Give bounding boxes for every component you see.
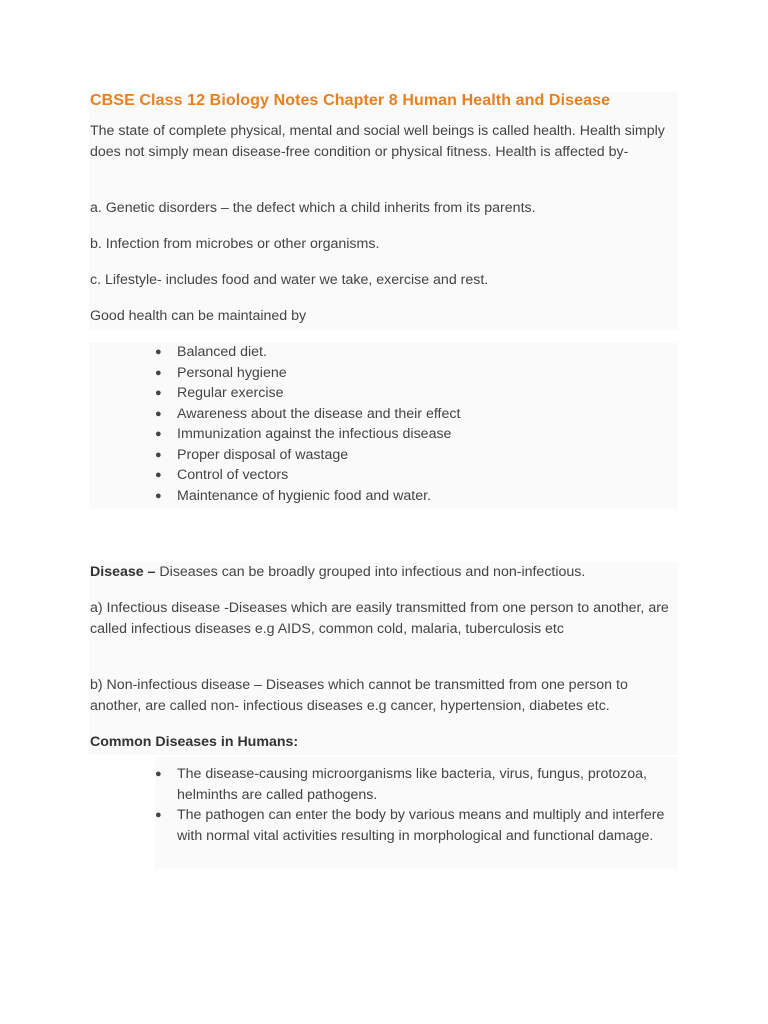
bullet-icon: ●	[155, 489, 162, 502]
list-item: ● The pathogen can enter the body by various means and multiply and interfere with normal vital activities resulting in morphological and functional damage.	[155, 807, 665, 844]
maintained-by-text: Good health can be maintained by	[90, 308, 307, 324]
bullet-icon: ●	[155, 768, 162, 780]
non-infectious-disease-text: b) Non-infectious disease – Diseases which cannot be transmitted from one person to another, are called non- infectious diseases e.g cancer, hypertension, diabetes etc.	[90, 677, 628, 714]
list-item: ● Awareness about the disease and their effect	[155, 404, 680, 425]
list-item: ● Regular exercise	[155, 383, 680, 404]
bullet-icon: ●	[155, 809, 162, 821]
disease-block-bg	[89, 562, 678, 755]
infectious-disease-text: a) Infectious disease -Diseases which are easily transmitted from one person to another, are called infectious diseases e.g AIDS, common cold, malaria, tuberculosis etc	[90, 600, 669, 637]
health-definition: The state of complete physical, mental and social well beings is called health. Health simply does not simply mean disease-free condition or physical fitness. Health is affected by-	[90, 123, 665, 160]
bullet-icon: ●	[155, 448, 162, 461]
list-item: ● Control of vectors	[155, 465, 680, 486]
list-item: ● Proper disposal of wastage	[155, 445, 680, 466]
common-diseases-heading: Common Diseases in Humans:	[90, 734, 299, 750]
factor-infection: b. Infection from microbes or other organisms.	[90, 236, 380, 252]
bullet-icon: ●	[155, 366, 162, 379]
list-item: ● Immunization against the infectious disease	[155, 424, 680, 445]
document-title: CBSE Class 12 Biology Notes Chapter 8 Human Health and Disease	[90, 92, 611, 109]
factor-lifestyle: c. Lifestyle- includes food and water we take, exercise and rest.	[90, 272, 489, 288]
bullet-icon: ●	[155, 346, 162, 358]
list-item: ● The disease-causing microorganisms like bacteria, virus, fungus, protozoa, helminths are called pathogens.	[155, 766, 647, 803]
disease-intro	[90, 562, 670, 583]
disease-label: Disease –	[90, 564, 156, 580]
bullet-icon: ●	[155, 469, 162, 481]
bullet-icon: ●	[155, 428, 162, 440]
disease-text: Diseases can be broadly grouped into infectious and non-infectious.	[155, 564, 586, 580]
maintenance-list	[155, 342, 680, 506]
bullet-icon: ●	[155, 407, 162, 420]
list-item: ● Balanced diet.	[155, 342, 680, 363]
factor-genetic: a. Genetic disorders – the defect which a child inherits from its parents.	[90, 200, 536, 216]
common-diseases-list	[155, 764, 680, 846]
list-item: ● Maintenance of hygienic food and water.	[155, 486, 680, 507]
list-item: ● Personal hygiene	[155, 363, 680, 384]
bullet-icon: ●	[155, 387, 162, 399]
